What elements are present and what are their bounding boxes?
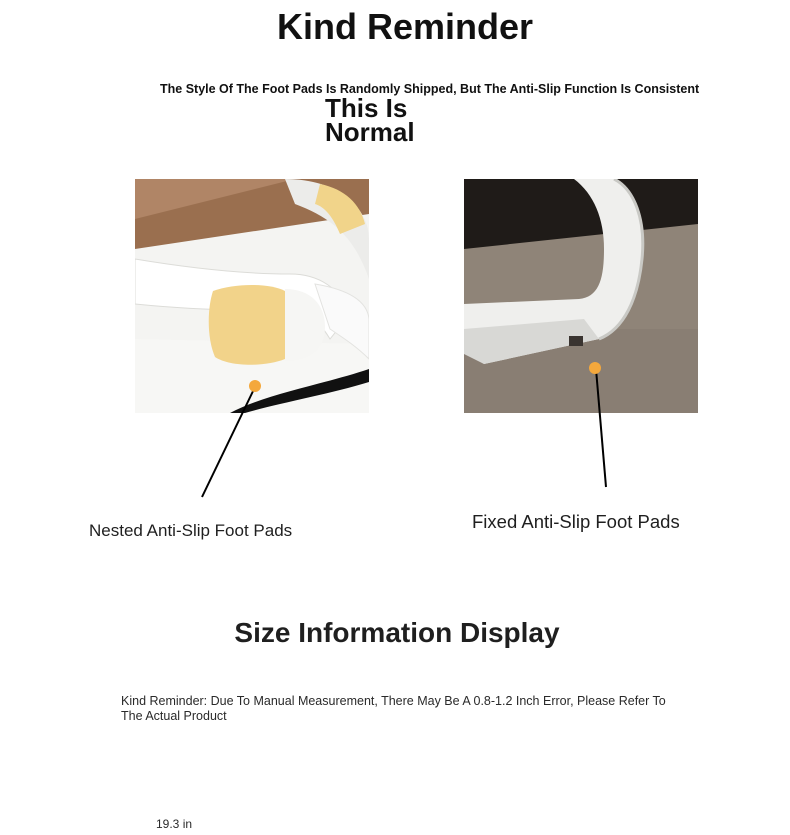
- kind-reminder-title: Kind Reminder: [276, 6, 534, 47]
- nested-foot-pad-illustration: [135, 179, 369, 413]
- fixed-foot-pad-photo: [464, 179, 698, 413]
- measurement-note: Kind Reminder: Due To Manual Measurement, There May Be A 0.8-1.2 Inch Error, Please Refer To The Actual Product: [121, 694, 666, 723]
- nested-foot-pads-label: Nested Anti-Slip Foot Pads: [89, 521, 293, 540]
- reminder-subtitle: The Style Of The Foot Pads Is Randomly Shipped, But The Anti-Slip Function Is Consistent: [160, 82, 700, 96]
- nested-foot-pad-photo: [135, 179, 369, 413]
- size-information-title: Size Information Display: [234, 617, 560, 648]
- fixed-foot-pad-illustration: [464, 179, 698, 413]
- fixed-foot-pads-label: Fixed Anti-Slip Foot Pads: [472, 511, 680, 532]
- dimension-label: 19.3 in: [156, 817, 193, 831]
- reminder-note: This Is Normal: [325, 93, 415, 147]
